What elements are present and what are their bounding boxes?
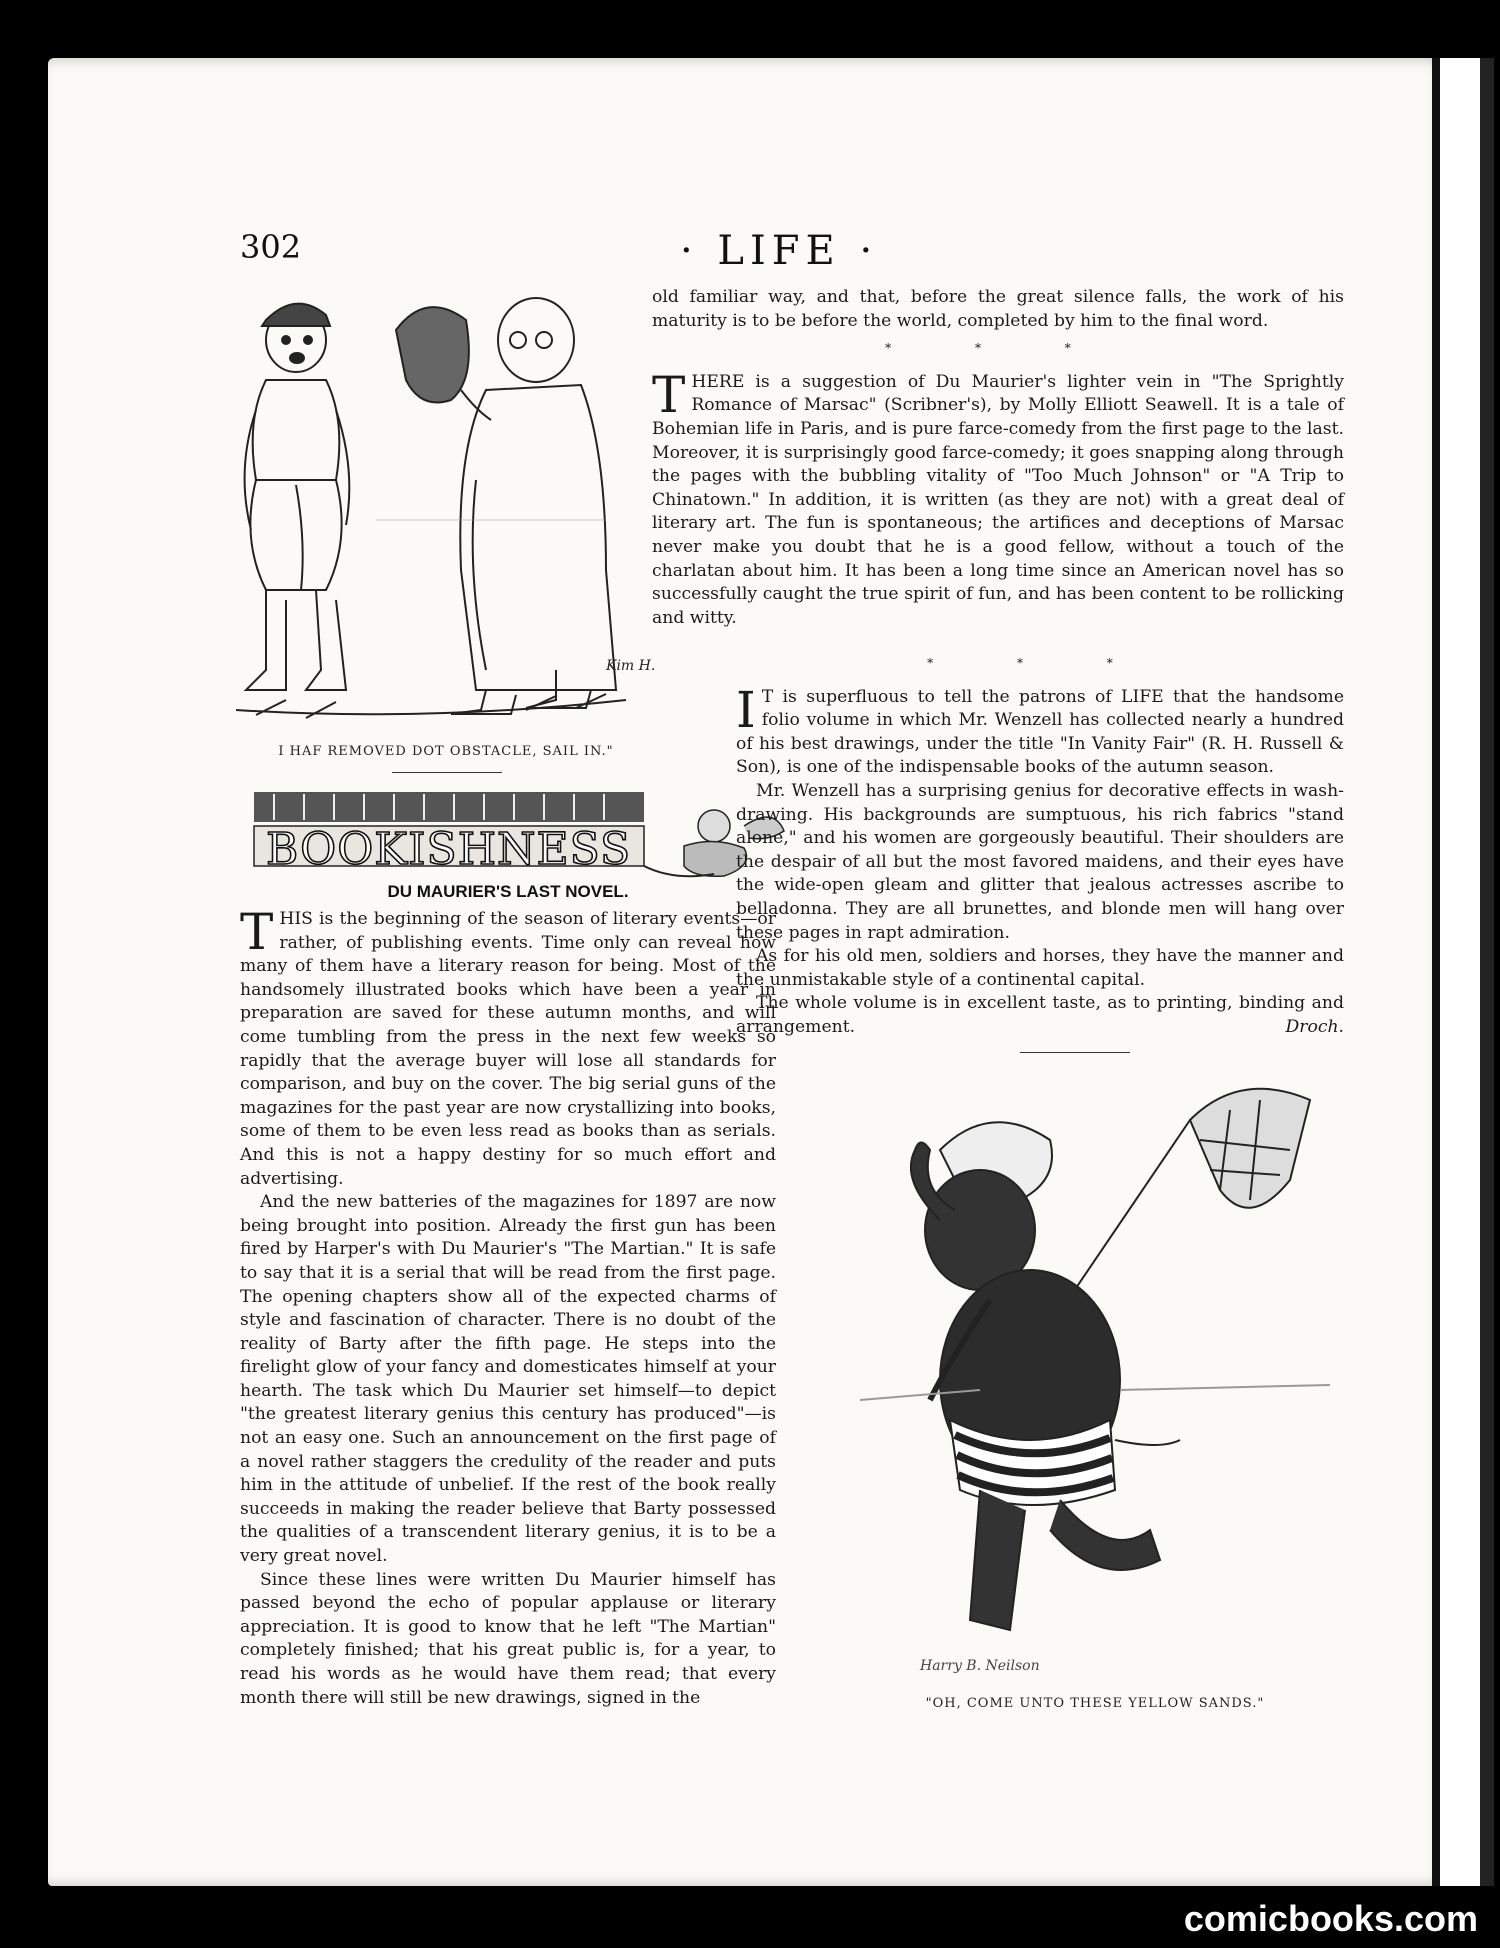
- bottom-cartoon-caption: "OH, COME UNTO THESE YELLOW SANDS.": [925, 1696, 1265, 1711]
- paragraph-text: HERE is a suggestion of Du Maurier's lighter vein in "The Sprightly Romance of Marsac" (Scribner's), by Molly Elliott Seawell. It is a tale of Bohemian life in Paris, and is pure farce-comedy from the first page to the last. Moreover, it is surprisingly good farce-comedy; it goes snapping along through the pages with the bubbling vitality of "Too Much Johnson" or "A Trip to Chinatown." In addition, it is written (as they are not) with a great deal of literary art. The fun is spontaneous; the artifices and deceptions of Marsac never make you doubt that he is a good fellow, without a touch of the charlatan about him. It has been a long time since an American novel has so successfully caught the true spirit of fun, and has been content to be rollicking and witty.: [652, 371, 1344, 628]
- author-signature: Droch.: [1285, 1016, 1344, 1037]
- bottom-cartoon-signature: Harry B. Neilson: [920, 1658, 1040, 1674]
- left-column: [240, 903, 776, 1710]
- right-paragraph-2: [736, 680, 1344, 780]
- top-cartoon-signature: Kim H.: [606, 658, 656, 674]
- page-number: 302: [240, 228, 302, 266]
- left-paragraph-2: And the new batteries of the magazines for 1897 are now being brought into position. Already the first gun has been fired by Harper's with Du Maurier's "The Martian." It is safe to say that it is a serial that will be read from the first page. The opening chapters show all of the expected charms of style and fascination of character. There is no doubt of the reality of Barty after the fifth page. He steps into the firelight glow of your fancy and domesticates himself at your hearth. The task which Du Maurier set himself—to depict "the greatest literary genius this century has produced"—is not an easy one. Such an announcement on the first page of a novel rather staggers the credulity of the reader and puts him in the attitude of unbelief. If the rest of the book really succeeds in making the reader believe that Barty possessed the qualities of a transcendent literary genius, it is to be a very great novel.: [240, 1192, 776, 1567]
- section-stars: * * *: [927, 656, 1153, 670]
- drop-cap: I: [736, 680, 756, 739]
- drop-cap: T: [652, 365, 686, 424]
- top-cartoon-illustration: [226, 270, 656, 730]
- left-paragraph-3: Since these lines were written Du Maurier himself has passed beyond the echo of popular applause or literary appreciation. It is good to know that he left "The Martian" completely finished; that his great public is, for a year, to read his words as he would have them read; that every month there will still be new drawings, signed in the: [240, 1569, 776, 1708]
- site-watermark: comicbooks.com: [1183, 1898, 1478, 1939]
- paragraph-text: HIS is the beginning of the season of literary events—or rather, of publishing events. Time only can reveal how many of them have a literary reason for being. Most of the handsomely illustrated books which have been a year in preparation are saved for these autumn months, and will come tumbling from the press in the next few weeks so rapidly that the average buyer will lose all standards for comparison, and buy on the cover. The big serial guns of the magazines for the past year are now crystallizing into books, some of them to be even less read as books than as serials. And this is not a happy destiny for so much effort and advertising.: [240, 909, 776, 1189]
- right-paragraph-1: [652, 365, 1344, 631]
- left-paragraph-1: [240, 903, 776, 1191]
- right-paragraph-4: As for his old men, soldiers and horses, they have the manner and the unmistakable style of a continental capital.: [736, 946, 1344, 990]
- drop-cap: T: [240, 903, 274, 961]
- column-end-rule: [1020, 1052, 1130, 1053]
- right-paragraph-0: old familiar way, and that, before the great silence falls, the work of his maturity is to be before the world, completed by him to the final word.: [652, 287, 1344, 331]
- right-paragraph-5: [736, 992, 1344, 1039]
- masthead-title: · LIFE ·: [680, 228, 879, 274]
- section-stars: * * *: [885, 341, 1111, 356]
- right-column: [652, 286, 1344, 630]
- section-heading-text: BOOKISHNESS: [266, 824, 632, 875]
- right-column-lower: [736, 648, 1344, 1040]
- right-paragraph-3: Mr. Wenzell has a surprising genius for decorative effects in wash-drawing. His backgrounds are sumptuous, his rich fabrics "stand alone," and his women are gorgeously beautiful. Their shoulders are the despair of all but the most favored maidens, and their eyes have the wide-open gleam and glitter that jealous actresses ascribe to belladonna. They are all brunettes, and blonde men will hang over these pages in rapt admiration.: [736, 780, 1344, 943]
- article-title: DU MAURIER'S LAST NOVEL.: [387, 882, 629, 901]
- paragraph-text: T is superfluous to tell the patrons of LIFE that the handsome folio volume in which Mr. Wenzell has collected nearly a hundred of his best drawings, under the title "In Vanity Fair" (R. H. Russell & Son), is one of the indispensable books of the autumn season.: [736, 686, 1344, 778]
- paragraph-text: The whole volume is in excellent taste, as to printing, binding and arrangement.: [736, 993, 1344, 1037]
- top-cartoon-caption: I HAF REMOVED DOT OBSTACLE, SAIL IN.": [278, 744, 614, 759]
- page-gutter: [1432, 58, 1494, 1886]
- section-heading-banner: [244, 786, 794, 886]
- caption-rule: [392, 772, 502, 773]
- bottom-cartoon-illustration: [860, 1060, 1330, 1700]
